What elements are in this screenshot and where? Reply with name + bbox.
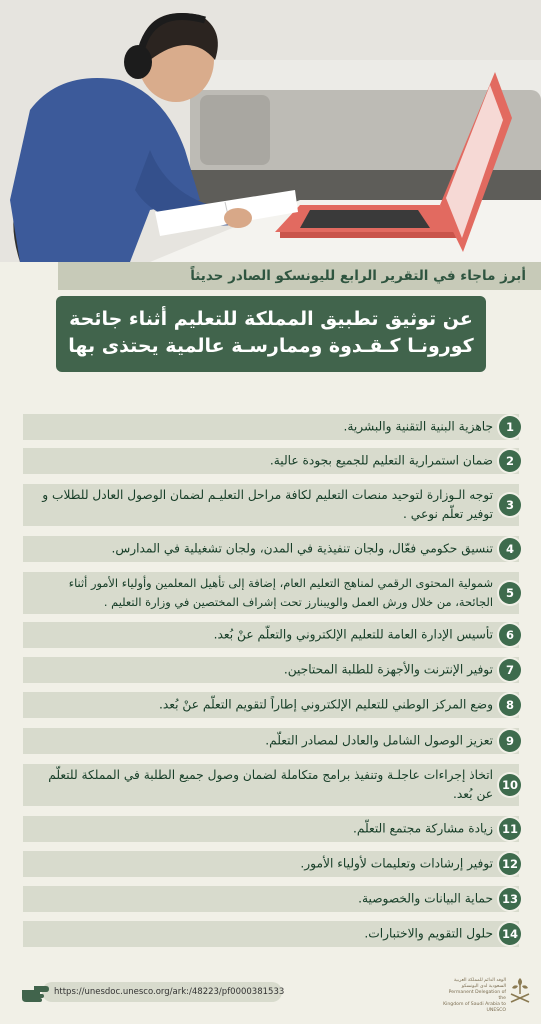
saudi-emblem-icon xyxy=(508,976,532,1006)
logo-line-1: الوفد الدائم للمملكة العربية xyxy=(453,978,506,983)
item-number-badge: 5 xyxy=(499,582,521,604)
item-text: توفير الإنترنت والأجهزة للطلبة المحتاجين. xyxy=(283,662,493,677)
list-item xyxy=(23,572,519,614)
item-text: توفير إرشادات وتعليمات لأولياء الأمور. xyxy=(300,856,493,871)
item-text: اتخاذ إجراءات عاجلـة وتنفيذ برامج متكاملة لضمان وصول جميع الطلبة في المملكة للتعلّم عن بُعد. xyxy=(48,768,493,801)
headline-line-1: عن توثيق تطبيق المملكة للتعليم أثناء جائحة xyxy=(69,308,473,330)
headline-line-2: كورونـا كـقـدوة وممارسـة عالمية يحتذى بها xyxy=(68,335,474,357)
item-number-badge: 9 xyxy=(499,730,521,752)
list-item xyxy=(23,484,519,526)
logo-line-4: Kingdom of Saudi Arabia to UNESCO xyxy=(443,1002,506,1013)
item-text: شمولية المحتوى الرقمي لمناهج التعليم العام، إضافة إلى تأهيل المعلمين وأولياء الأمور أثناء الجائحة، من خلال ورش العمل والويبنارز تحت إشراف المختصين في وزارة التعليم . xyxy=(68,576,493,609)
item-number-badge: 6 xyxy=(499,624,521,646)
item-text: توجه الـوزارة لتوحيد منصات التعليم لكافة مراحل التعليـم لضمان الوصول العادل للطلاب و توفير تعلّم نوعي . xyxy=(42,488,493,521)
item-text: حلول التقويم والاختبارات. xyxy=(364,926,493,941)
item-text: ضمان استمرارية التعليم للجميع بجودة عالية. xyxy=(269,453,493,468)
list-item xyxy=(23,622,519,648)
list-item xyxy=(23,728,519,754)
item-number-badge: 14 xyxy=(499,923,521,945)
item-number-badge: 8 xyxy=(499,694,521,716)
item-text: تعزيز الوصول الشامل والعادل لمصادر التعلّم. xyxy=(265,733,493,748)
delegation-logo-text xyxy=(440,978,506,1014)
hero-photo xyxy=(0,0,541,262)
list-item xyxy=(23,764,519,806)
item-text: زيادة مشاركة مجتمع التعلّم. xyxy=(352,821,493,836)
item-text: تأسيس الإدارة العامة للتعليم الإلكتروني والتعلّم عنْ بُعد. xyxy=(213,627,493,642)
list-item xyxy=(23,536,519,562)
item-number-badge: 1 xyxy=(499,416,521,438)
item-number-badge: 4 xyxy=(499,538,521,560)
item-number-badge: 10 xyxy=(499,774,521,796)
main-headline xyxy=(56,296,486,372)
item-number-badge: 12 xyxy=(499,853,521,875)
item-number-badge: 2 xyxy=(499,450,521,472)
student-with-laptop-illustration xyxy=(0,0,541,262)
list-item xyxy=(23,816,519,842)
item-text: تنسيق حكومي فعّال، ولجان تنفيذية في المدن، ولجان تشغيلية في المدارس. xyxy=(111,541,493,556)
item-number-badge: 11 xyxy=(499,818,521,840)
list-item xyxy=(23,448,519,474)
pointing-hand-icon xyxy=(20,982,50,1004)
report-subtitle: أبرز ماجاء في التقرير الرابع لليونسكو الصادر حديثاً xyxy=(58,262,541,290)
list-item xyxy=(23,657,519,683)
logo-line-3: Permanent Delegation of the xyxy=(448,990,506,1001)
list-item xyxy=(23,851,519,877)
list-item xyxy=(23,414,519,440)
item-number-badge: 7 xyxy=(499,659,521,681)
source-link[interactable]: https://unesdoc.unesco.org/ark:/48223/pf0000381533 xyxy=(42,982,282,1002)
item-number-badge: 13 xyxy=(499,888,521,910)
item-number-badge: 3 xyxy=(499,494,521,516)
list-item xyxy=(23,692,519,718)
list-item xyxy=(23,886,519,912)
item-text: حماية البيانات والخصوصية. xyxy=(358,891,493,906)
list-item xyxy=(23,921,519,947)
item-text: وضع المركز الوطني للتعليم الإلكتروني إطاراً لتقويم التعلّم عنْ بُعد. xyxy=(159,697,493,712)
item-text: جاهزية البنية التقنية والبشرية. xyxy=(343,419,493,434)
logo-line-2: السعودية لدى اليونسكو xyxy=(461,984,506,989)
